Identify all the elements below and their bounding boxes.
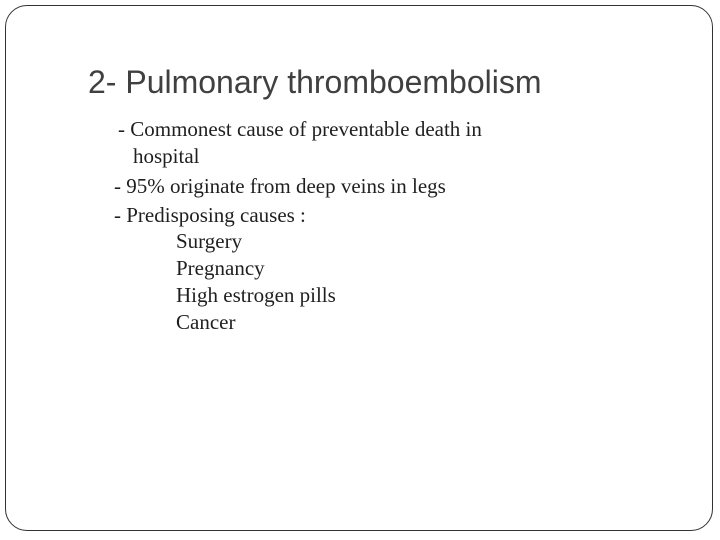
slide-title: 2- Pulmonary thromboembolism — [88, 64, 542, 100]
cause-surgery: Surgery — [176, 229, 243, 253]
bullet-predisposing-causes: - Predisposing causes : — [114, 203, 306, 227]
bullet-commonest-cause: - Commonest cause of preventable death in — [118, 117, 482, 141]
cause-high-estrogen-pills: High estrogen pills — [176, 283, 336, 307]
cause-cancer: Cancer — [176, 310, 236, 334]
bullet-commonest-cause-continuation: hospital — [133, 144, 200, 168]
cause-pregnancy: Pregnancy — [176, 256, 265, 280]
bullet-deep-veins: - 95% originate from deep veins in legs — [114, 174, 446, 198]
